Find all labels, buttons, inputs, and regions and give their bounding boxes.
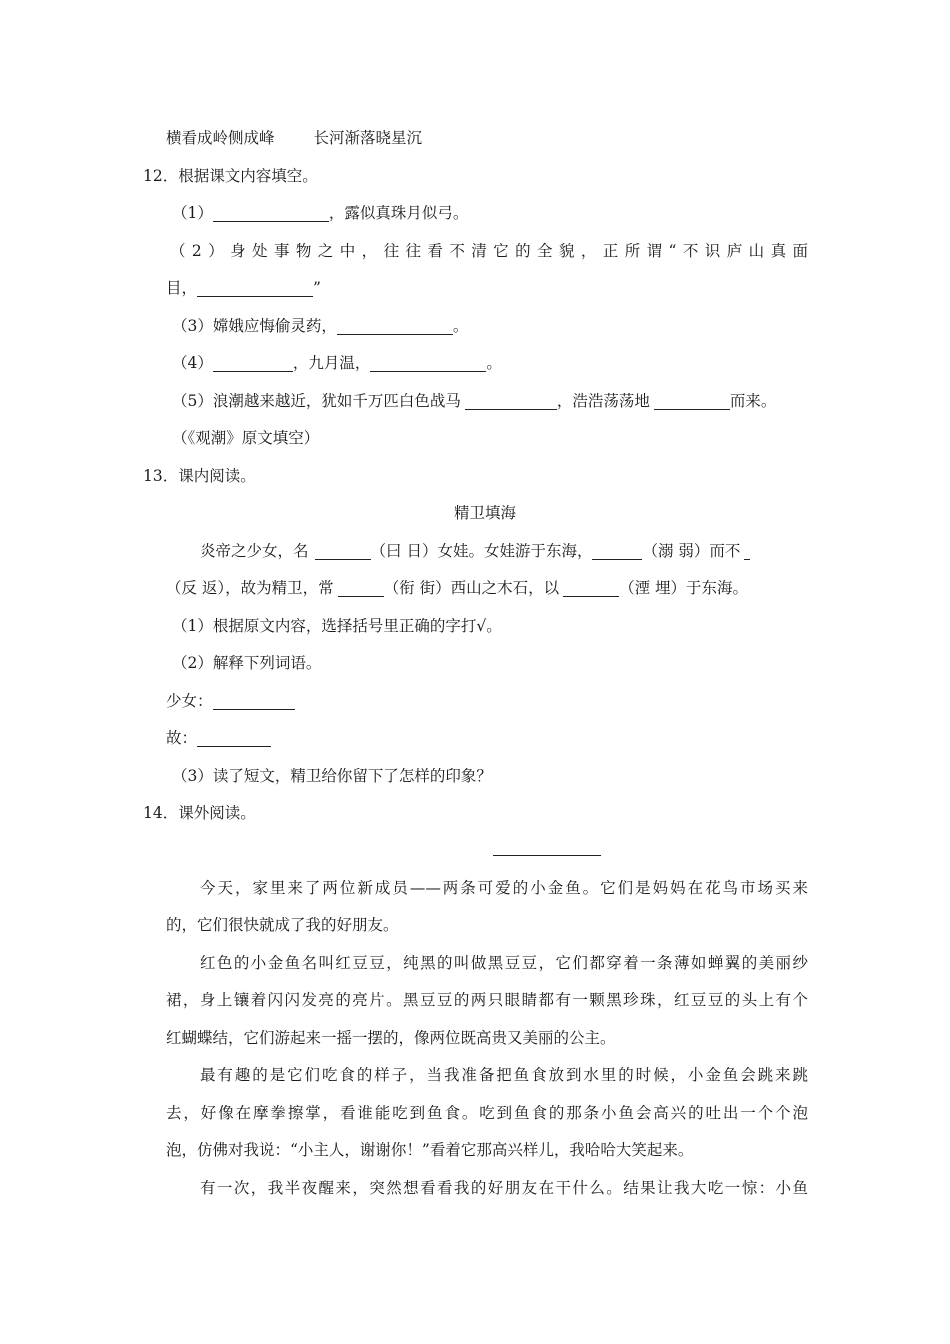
blank[interactable]: [197, 730, 271, 747]
q13-title: 13．课内阅读。: [143, 467, 256, 485]
poem-right: 长河渐落晓星沉: [313, 129, 422, 147]
blank[interactable]: [338, 580, 384, 597]
q14-para-3-line-1: 最有趣的是它们吃食的样子，当我准备把鱼食放到水里的时候，小金鱼会跳来跳: [200, 1066, 808, 1084]
blank[interactable]: [213, 205, 329, 222]
q12-item-6: （《观潮》原文填空）: [172, 429, 320, 447]
poem-line: [166, 128, 422, 148]
q14-para-3-line-2: 去，好像在摩拳擦掌，看谁能吃到鱼食。吃到鱼食的那条小鱼会高兴的吐出一个个泡: [166, 1104, 808, 1122]
q13-sub-2: （2）解释下列词语。: [172, 654, 322, 672]
q14-para-2-line-1: 红色的小金鱼名叫红豆豆，纯黑的叫做黑豆豆，它们都穿着一条薄如蝉翼的美丽纱: [200, 954, 808, 972]
q14-para-1-line-1: 今天，家里来了两位新成员——两条可爱的小金鱼。它们是妈妈在花鸟市场买来: [200, 879, 808, 897]
q12-item-5: （5）浪潮越来越近，犹如千万匹白色战马 ，浩浩荡荡地 而来。: [172, 392, 777, 410]
q12-item-3: （3）嫦娥应悔偷灵药， 。: [172, 317, 469, 335]
blank[interactable]: [213, 355, 293, 372]
q13-word-2: 故：: [166, 728, 271, 748]
passage-title-blank[interactable]: [493, 855, 601, 856]
q12-title: 12．根据课文内容填空。: [143, 167, 318, 185]
q12-item-2-cont: 目， ”: [166, 279, 321, 297]
blank[interactable]: [370, 355, 486, 372]
q14-para-1-line-2: 的，它们很快就成了我的好朋友。: [166, 916, 399, 934]
q14-para-3-line-3: 泡，仿佛对我说：“小主人，谢谢你！”看着它那高兴样儿，我哈哈大笑起来。: [166, 1141, 694, 1159]
blank[interactable]: [315, 543, 371, 560]
q14-para-4-line-1: 有一次，我半夜醒来，突然想看看我的好朋友在干什么。结果让我大吃一惊：小鱼: [200, 1179, 808, 1197]
q13-word-1: 少女：: [166, 691, 295, 711]
passage-line-1: 炎帝之少女，名 （曰 日）女娃。女娃游于东海， （溺 弱）而不: [200, 541, 750, 561]
q13-sub-3: （3）读了短文，精卫给你留下了怎样的印象？: [172, 767, 492, 785]
blank[interactable]: [592, 543, 642, 560]
q13-sub-1: （1）根据原文内容，选择括号里正确的字打√。: [172, 617, 502, 635]
blank[interactable]: [654, 393, 730, 410]
q14-title: 14．课外阅读。: [143, 804, 256, 822]
passage-line-2: （反 返），故为精卫，常 （衔 街）西山之木石，以 （湮 埋）于东海。: [166, 579, 749, 597]
blank[interactable]: [465, 393, 557, 410]
blank[interactable]: [563, 580, 619, 597]
q14-para-2-line-3: 红蝴蝶结，它们游起来一摇一摆的，像两位既高贵又美丽的公主。: [166, 1029, 616, 1047]
q12-item-2: （2）身处事物之中，往往看不清它的全貌，正所谓“不识庐山真面: [170, 242, 808, 260]
q12-item-4: （4） ，九月温， 。: [172, 354, 502, 372]
blank[interactable]: [197, 280, 313, 297]
blank[interactable]: [744, 543, 750, 560]
poem-left: 横看成岭侧成峰: [166, 129, 275, 147]
blank[interactable]: [337, 318, 453, 335]
q12-item-1: （1） ，露似真珠月似弓。: [172, 204, 469, 222]
q14-para-2-line-2: 裙，身上镶着闪闪发亮的亮片。黑豆豆的两只眼睛都有一颗黑珍珠，红豆豆的头上有个: [166, 991, 808, 1009]
blank[interactable]: [213, 693, 295, 710]
passage-title: 精卫填海: [454, 504, 517, 522]
